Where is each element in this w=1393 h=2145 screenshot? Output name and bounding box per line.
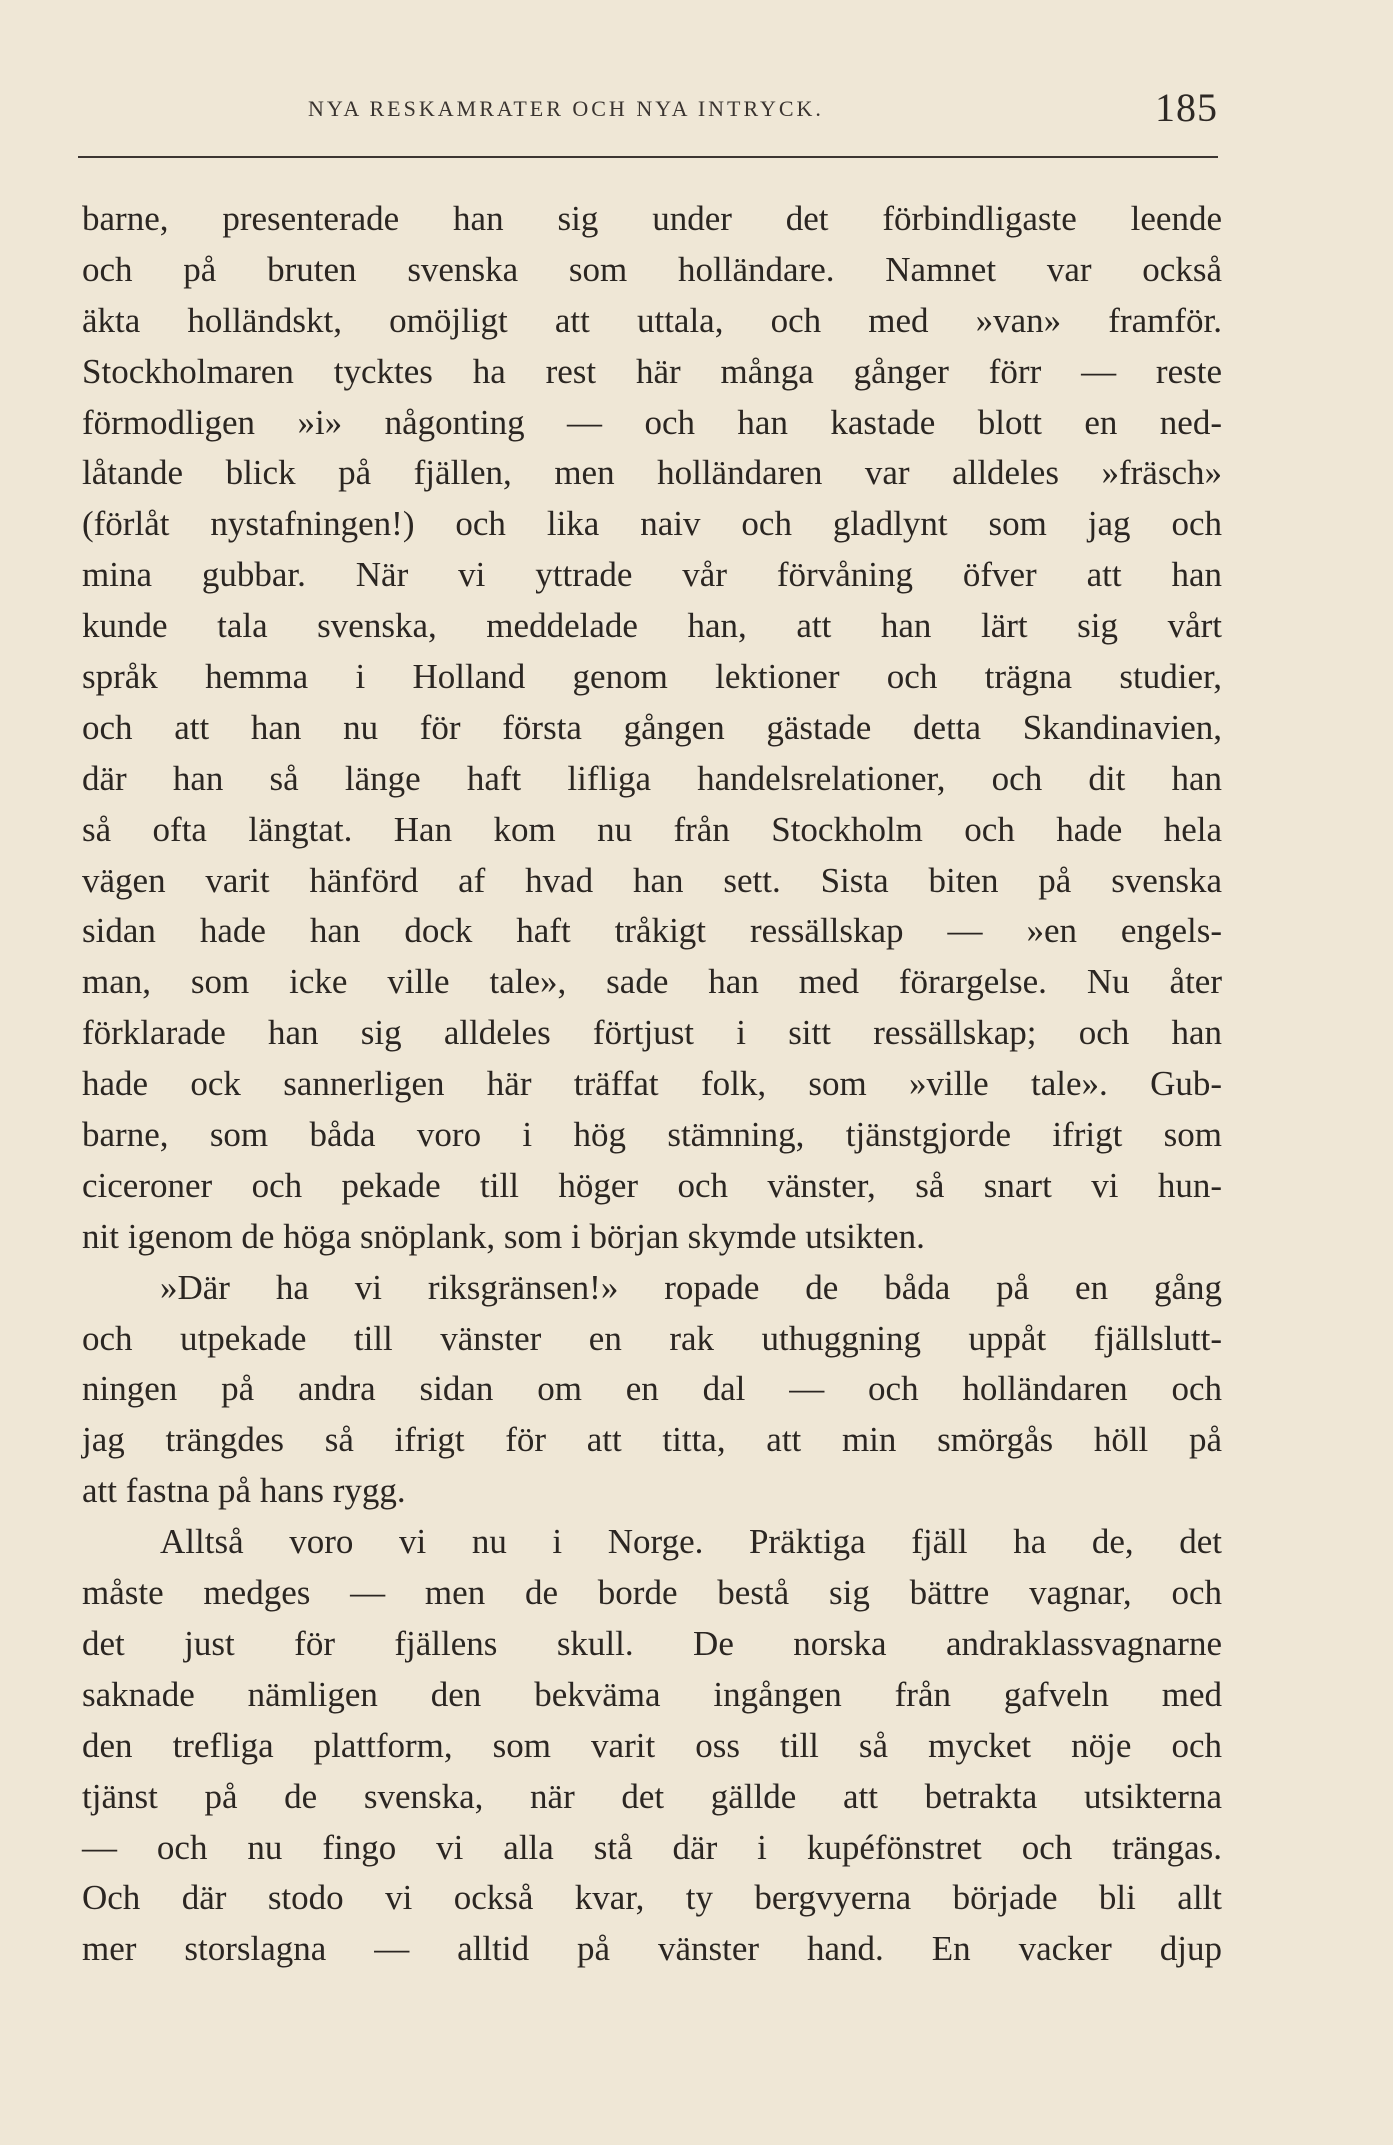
text-line: kunde tala svenska, meddelade han, att han lärt sig vårt [82, 606, 1222, 646]
text-line: mina gubbar. När vi yttrade vår förvåning öfver att han [82, 555, 1222, 595]
body-text [82, 194, 1222, 1975]
text-line: måste medges — men de borde bestå sig bättre vagnar, och [82, 1573, 1222, 1613]
text-line: saknade nämligen den bekväma ingången från gafveln med [82, 1674, 1222, 1714]
text-line: ningen på andra sidan om en dal — och holländaren och [82, 1369, 1222, 1409]
text-line: så ofta längtat. Han kom nu från Stockholm och hade hela [82, 809, 1222, 849]
text-line: sidan hade han dock haft tråkigt ressällskap — »en engels- [82, 911, 1222, 951]
text-line: det just för fjällens skull. De norska andraklassvagnarne [82, 1623, 1222, 1663]
text-line: förklarade han sig alldeles förtjust i sitt ressällskap; och han [82, 1013, 1222, 1053]
text-line: att fastna på hans rygg. [82, 1471, 406, 1511]
text-line: »Där ha vi riksgränsen!» ropade de båda på en gång [160, 1267, 1222, 1307]
text-line: och utpekade till vänster en rak uthuggning uppåt fjällslutt- [82, 1318, 1222, 1358]
text-line: mer storslagna — alltid på vänster hand. En vacker djup [82, 1929, 1222, 1969]
text-line: äkta holländskt, omöjligt att uttala, och med »van» framför. [82, 300, 1222, 340]
text-line: Och där stodo vi också kvar, ty bergvyerna började bli allt [82, 1878, 1222, 1918]
running-head: NYA RESKAMRATER OCH NYA INTRYCK. [308, 96, 824, 121]
text-line: den trefliga plattform, som varit oss till så mycket nöje och [82, 1725, 1222, 1765]
text-line: låtande blick på fjällen, men holländaren var alldeles »fräsch» [82, 453, 1222, 493]
text-line: — och nu fingo vi alla stå där i kupéfönstret och trängas. [82, 1827, 1222, 1867]
text-line: (förlåt nystafningen!) och lika naiv och gladlynt som jag och [82, 504, 1222, 544]
text-line: ciceroner och pekade till höger och vänster, så snart vi hun- [82, 1165, 1222, 1205]
text-line: Alltså voro vi nu i Norge. Präktiga fjäll ha de, det [160, 1522, 1222, 1562]
text-line: jag trängdes så ifrigt för att titta, att min smörgås höll på [82, 1420, 1222, 1460]
text-line: språk hemma i Holland genom lektioner och trägna studier, [82, 657, 1222, 697]
text-line: och på bruten svenska som holländare. Namnet var också [82, 249, 1222, 289]
text-line: där han så länge haft lifliga handelsrelationer, och dit han [82, 758, 1222, 798]
text-line: nit igenom de höga snöplank, som i början skymde utsikten. [82, 1216, 925, 1256]
text-line: hade ock sannerligen här träffat folk, som »ville tale». Gub- [82, 1064, 1222, 1104]
page-header [78, 84, 1218, 144]
text-line: förmodligen »i» någonting — och han kastade blott en ned- [82, 402, 1222, 442]
text-line: och att han nu för första gången gästade detta Skandinavien, [82, 707, 1222, 747]
text-line: barne, presenterade han sig under det förbindligaste leende [82, 199, 1222, 238]
text-line: vägen varit hänförd af hvad han sett. Sista biten på svenska [82, 860, 1222, 900]
text-line: tjänst på de svenska, när det gällde att betrakta utsikterna [82, 1776, 1222, 1816]
header-rule [78, 156, 1218, 158]
page-number: 185 [1155, 85, 1218, 130]
text-line: barne, som båda voro i hög stämning, tjänstgjorde ifrigt som [82, 1115, 1222, 1155]
text-line: man, som icke ville tale», sade han med förargelse. Nu åter [82, 962, 1222, 1002]
text-line: Stockholmaren tycktes ha rest här många gånger förr — reste [82, 351, 1222, 391]
